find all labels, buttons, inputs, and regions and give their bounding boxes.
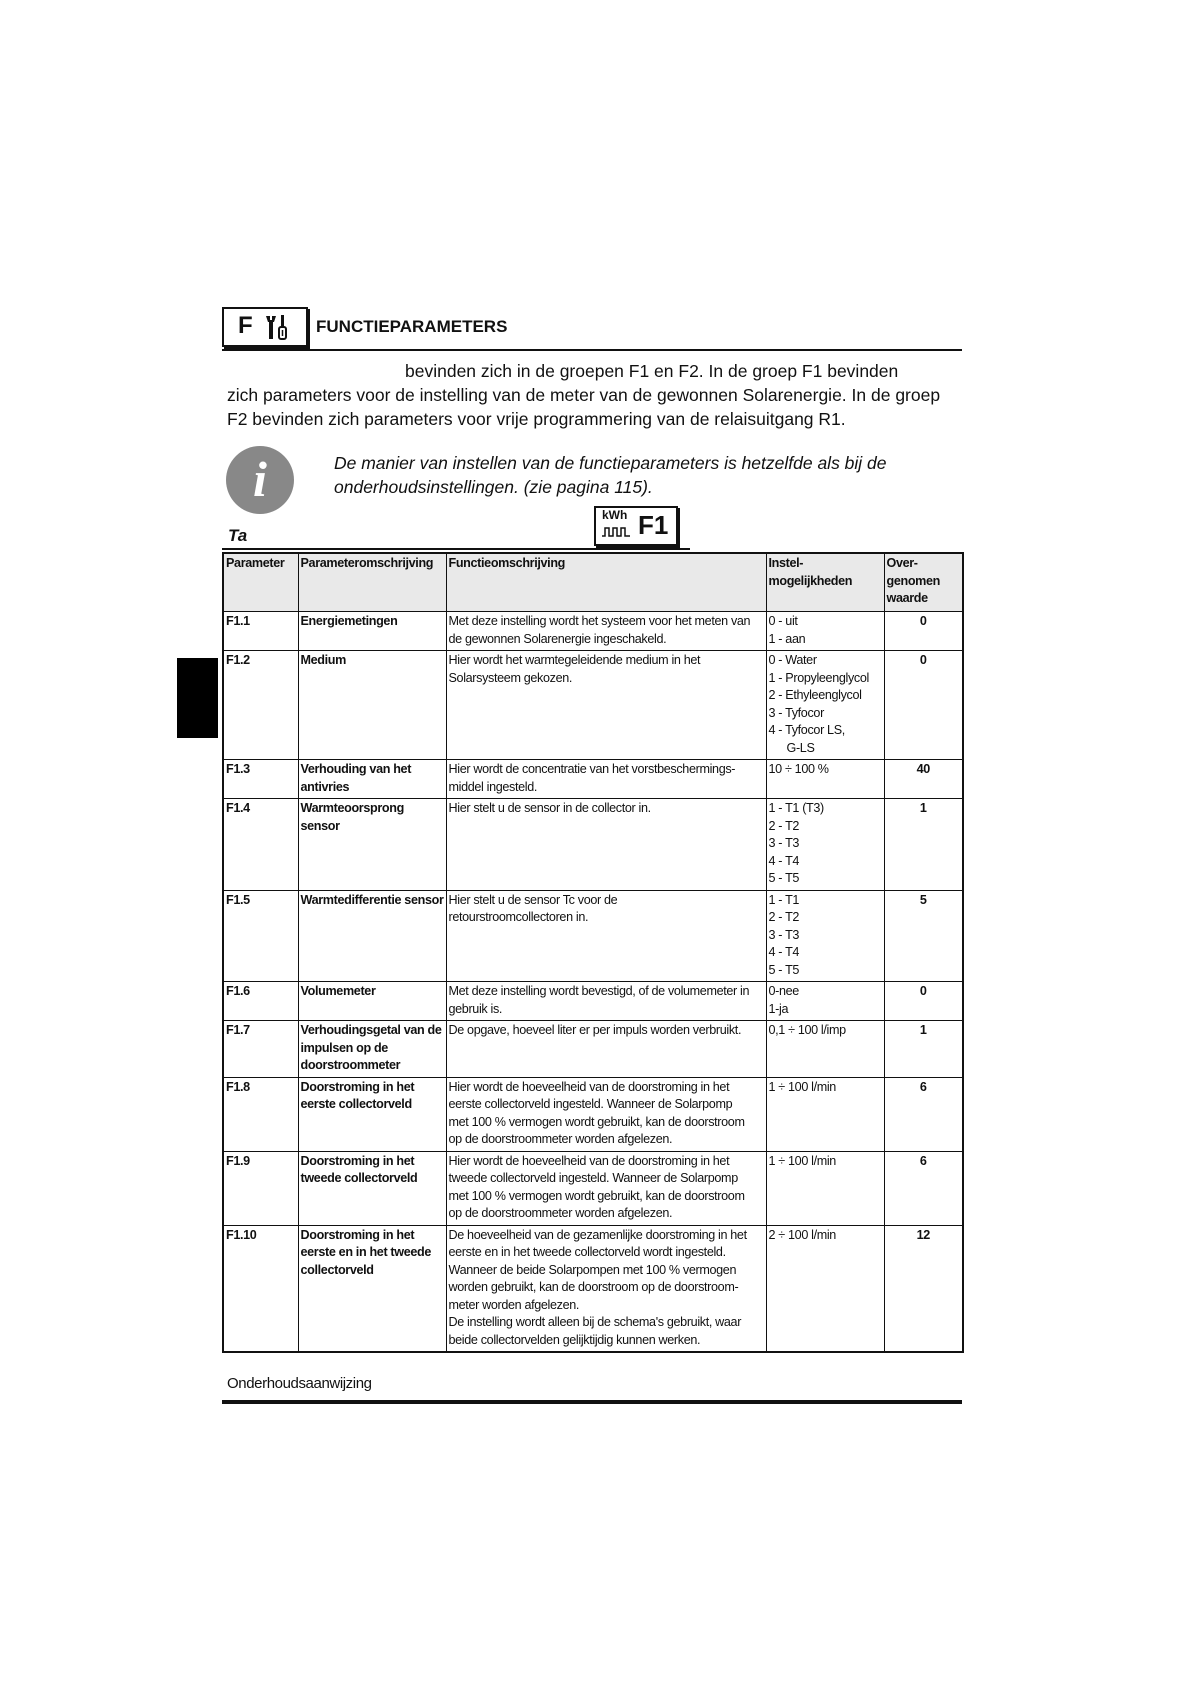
param-name: Verhouding van het antivries bbox=[298, 760, 446, 799]
function-line: Hier wordt het warmtegeleidende medium in het bbox=[448, 653, 701, 667]
option: 4 - Tyfocor LS, bbox=[768, 723, 845, 737]
intro-line-1: bevinden zich in de groepen F1 en F2. In de groep F1 bevinden bbox=[405, 361, 899, 381]
option: 1 - T1 (T3) bbox=[768, 801, 824, 815]
option: 0 - uit bbox=[768, 614, 798, 628]
intro-rest: zich parameters voor de instelling van de meter van de gewonnen Solarenergie. In de groep F2 bevinden zich parameters voor vrije programmering van de relaisuitgang R1. bbox=[227, 385, 941, 429]
function-line: op de doorstroommeter worden afgelezen. bbox=[448, 1132, 673, 1146]
param-default: 0 bbox=[884, 612, 963, 651]
function-line: beide collectorvelden gelijktijdig kunnen werken. bbox=[448, 1332, 701, 1347]
option: 0-nee bbox=[768, 984, 799, 998]
param-name: Verhoudingsgetal van de impulsen op de doorstroommeter bbox=[298, 1021, 446, 1078]
header-default-line: genomen bbox=[886, 573, 941, 588]
option: 0 - Water bbox=[768, 653, 817, 667]
function-line: De instelling wordt alleen bij de schema's gebruikt, waar bbox=[448, 1315, 742, 1329]
param-function bbox=[446, 890, 766, 982]
option: 4 - T4 bbox=[768, 853, 800, 868]
param-default: 12 bbox=[884, 1225, 963, 1352]
param-default: 0 bbox=[884, 982, 963, 1021]
param-name: Warmteoorsprong sensor bbox=[298, 799, 446, 891]
kwh-label: kWh bbox=[602, 508, 628, 522]
function-line: eerste collectorveld ingesteld. Wanneer de Solarpomp bbox=[448, 1097, 733, 1111]
param-options bbox=[766, 612, 884, 651]
param-id: F1.7 bbox=[223, 1021, 298, 1078]
info-note: De manier van instellen van de functieparameters is hetzelfde als bij de onderhoudsinstellingen. (zie pagina 115). bbox=[334, 453, 887, 497]
param-default: 0 bbox=[884, 651, 963, 760]
table-header-row bbox=[223, 553, 963, 612]
option: 2 - T2 bbox=[768, 818, 800, 833]
header-options-line: Instel- bbox=[768, 556, 804, 570]
param-function bbox=[446, 1077, 766, 1151]
badge-letter: F bbox=[238, 312, 253, 339]
table-row bbox=[223, 890, 963, 982]
table-row bbox=[223, 1077, 963, 1151]
function-line: Hier stelt u de sensor Tc voor de bbox=[448, 892, 618, 907]
function-line: meter worden afgelezen. bbox=[448, 1297, 580, 1312]
info-glyph: i bbox=[253, 451, 267, 507]
param-default: 1 bbox=[884, 799, 963, 891]
param-default: 5 bbox=[884, 890, 963, 982]
function-line: Wanneer de beide Solarpompen met 100 % vermogen bbox=[448, 1262, 737, 1277]
function-line: met 100 % vermogen wordt gebruikt, kan de doorstroom bbox=[448, 1188, 745, 1203]
param-name: Doorstroming in het eerste en in het tweede collectorveld bbox=[298, 1225, 446, 1352]
param-id: F1.3 bbox=[223, 760, 298, 799]
table-row bbox=[223, 612, 963, 651]
pulse-icon bbox=[602, 527, 632, 537]
param-options bbox=[766, 890, 884, 982]
function-line: op de doorstroommeter worden afgelezen. bbox=[448, 1206, 673, 1220]
function-line: de gewonnen Solarenergie ingeschakeld. bbox=[448, 631, 667, 646]
param-options bbox=[766, 1077, 884, 1151]
footer-label: Onderhoudsaanwijzing bbox=[227, 1375, 372, 1392]
function-line: Met deze instelling wordt bevestigd, of de volumemeter in bbox=[448, 984, 750, 998]
param-default: 1 bbox=[884, 1021, 963, 1078]
option: 0,1 ÷ 100 l/imp bbox=[768, 1023, 846, 1037]
table-caption-row bbox=[222, 506, 690, 550]
param-function bbox=[446, 651, 766, 760]
param-function bbox=[446, 1021, 766, 1078]
header-options bbox=[766, 553, 884, 612]
param-id: F1.5 bbox=[223, 890, 298, 982]
param-function bbox=[446, 760, 766, 799]
table-row bbox=[223, 1225, 963, 1352]
function-line: middel ingesteld. bbox=[448, 779, 538, 794]
group-badge bbox=[594, 506, 678, 546]
param-id: F1.2 bbox=[223, 651, 298, 760]
header-parameter-description: Parameteromschrijving bbox=[298, 553, 446, 612]
option: 1 - aan bbox=[768, 631, 806, 646]
param-name: Doorstroming in het tweede collectorveld bbox=[298, 1151, 446, 1225]
function-line: met 100 % vermogen wordt gebruikt, kan de doorstroom bbox=[448, 1114, 745, 1129]
function-line: De opgave, hoeveel liter er per impuls worden verbruikt. bbox=[448, 1023, 742, 1037]
option: 2 - T2 bbox=[768, 910, 800, 924]
table-row bbox=[223, 651, 963, 760]
param-id: F1.8 bbox=[223, 1077, 298, 1151]
param-id: F1.1 bbox=[223, 612, 298, 651]
function-line: Hier wordt de concentratie van het vorstbeschermings- bbox=[448, 762, 736, 776]
param-options bbox=[766, 982, 884, 1021]
param-options bbox=[766, 651, 884, 760]
chapter-tab bbox=[177, 658, 218, 738]
option: 3 - T3 bbox=[768, 927, 800, 942]
footer-divider bbox=[222, 1400, 962, 1404]
group-label: F1 bbox=[638, 510, 669, 540]
option: 1 - Propyleenglycol bbox=[768, 670, 869, 685]
function-line: Hier wordt de hoeveelheid van de doorstroming in het bbox=[448, 1079, 730, 1094]
header-default-line: waarde bbox=[886, 591, 928, 605]
param-name: Energiemetingen bbox=[298, 612, 446, 651]
function-line: tweede collectorveld ingesteld. Wanneer de Solarpomp bbox=[448, 1171, 738, 1185]
param-default: 6 bbox=[884, 1077, 963, 1151]
header-default-line: Over- bbox=[886, 556, 918, 570]
table-row bbox=[223, 1151, 963, 1225]
param-options bbox=[766, 799, 884, 891]
param-options bbox=[766, 1021, 884, 1078]
table-row bbox=[223, 760, 963, 799]
param-function bbox=[446, 1151, 766, 1225]
param-options bbox=[766, 1151, 884, 1225]
param-options bbox=[766, 760, 884, 799]
param-name: Warmtedifferentie sensor bbox=[298, 890, 446, 982]
option: 3 - Tyfocor bbox=[768, 705, 824, 720]
option: 5 - T5 bbox=[768, 962, 800, 977]
param-id: F1.10 bbox=[223, 1225, 298, 1352]
param-function bbox=[446, 982, 766, 1021]
option: 1 ÷ 100 l/min bbox=[768, 1079, 836, 1094]
option: 4 - T4 bbox=[768, 945, 800, 959]
table-label: Ta bbox=[228, 526, 248, 545]
table-row bbox=[223, 1021, 963, 1078]
param-id: F1.4 bbox=[223, 799, 298, 891]
function-line: Solarsysteem gekozen. bbox=[448, 670, 573, 685]
header-parameter: Parameter bbox=[223, 553, 298, 612]
info-icon bbox=[226, 446, 294, 514]
option: 1-ja bbox=[768, 1001, 789, 1016]
parameter-table bbox=[222, 552, 964, 1353]
function-line: Met deze instelling wordt het systeem voor het meten van bbox=[448, 614, 751, 628]
function-line: Hier stelt u de sensor in de collector in. bbox=[448, 801, 651, 815]
param-function bbox=[446, 799, 766, 891]
function-line: retourstroomcollectoren in. bbox=[448, 910, 589, 924]
option: 2 - Ethyleenglycol bbox=[768, 688, 862, 702]
option: 1 ÷ 100 l/min bbox=[768, 1153, 836, 1168]
option: 2 ÷ 100 l/min bbox=[768, 1227, 836, 1242]
header-options-line: mogelijkheden bbox=[768, 573, 853, 588]
table-row bbox=[223, 982, 963, 1021]
option: 3 - T3 bbox=[768, 836, 800, 850]
function-line: gebruik is. bbox=[448, 1001, 503, 1016]
param-id: F1.6 bbox=[223, 982, 298, 1021]
intro-paragraph bbox=[227, 359, 947, 431]
header-function-description: Functieomschrijving bbox=[446, 553, 766, 612]
function-badge bbox=[222, 307, 308, 347]
param-name: Doorstroming in het eerste collectorveld bbox=[298, 1077, 446, 1151]
param-function bbox=[446, 1225, 766, 1352]
param-default: 40 bbox=[884, 760, 963, 799]
tools-icon bbox=[262, 313, 292, 341]
function-line: De hoeveelheid van de gezamenlijke doorstroming in het bbox=[448, 1227, 747, 1242]
table-row bbox=[223, 799, 963, 891]
param-name: Volumemeter bbox=[298, 982, 446, 1021]
function-line: Hier wordt de hoeveelheid van de doorstroming in het bbox=[448, 1153, 730, 1168]
param-default: 6 bbox=[884, 1151, 963, 1225]
param-id: F1.9 bbox=[223, 1151, 298, 1225]
function-line: worden gebruikt, kan de doorstroom op de doorstroom- bbox=[448, 1280, 739, 1294]
page-title: FUNCTIEPARAMETERS bbox=[316, 317, 508, 336]
option: 10 ÷ 100 % bbox=[768, 762, 829, 776]
param-function bbox=[446, 612, 766, 651]
function-line: eerste en in het tweede collectorveld wordt ingesteld. bbox=[448, 1245, 726, 1259]
param-name: Medium bbox=[298, 651, 446, 760]
option: 1 - T1 bbox=[768, 892, 800, 907]
header-default bbox=[884, 553, 963, 612]
parameter-table-wrapper bbox=[222, 552, 960, 1353]
option: G-LS bbox=[786, 740, 815, 755]
option: 5 - T5 bbox=[768, 871, 800, 885]
section-header bbox=[222, 307, 962, 351]
param-options bbox=[766, 1225, 884, 1352]
